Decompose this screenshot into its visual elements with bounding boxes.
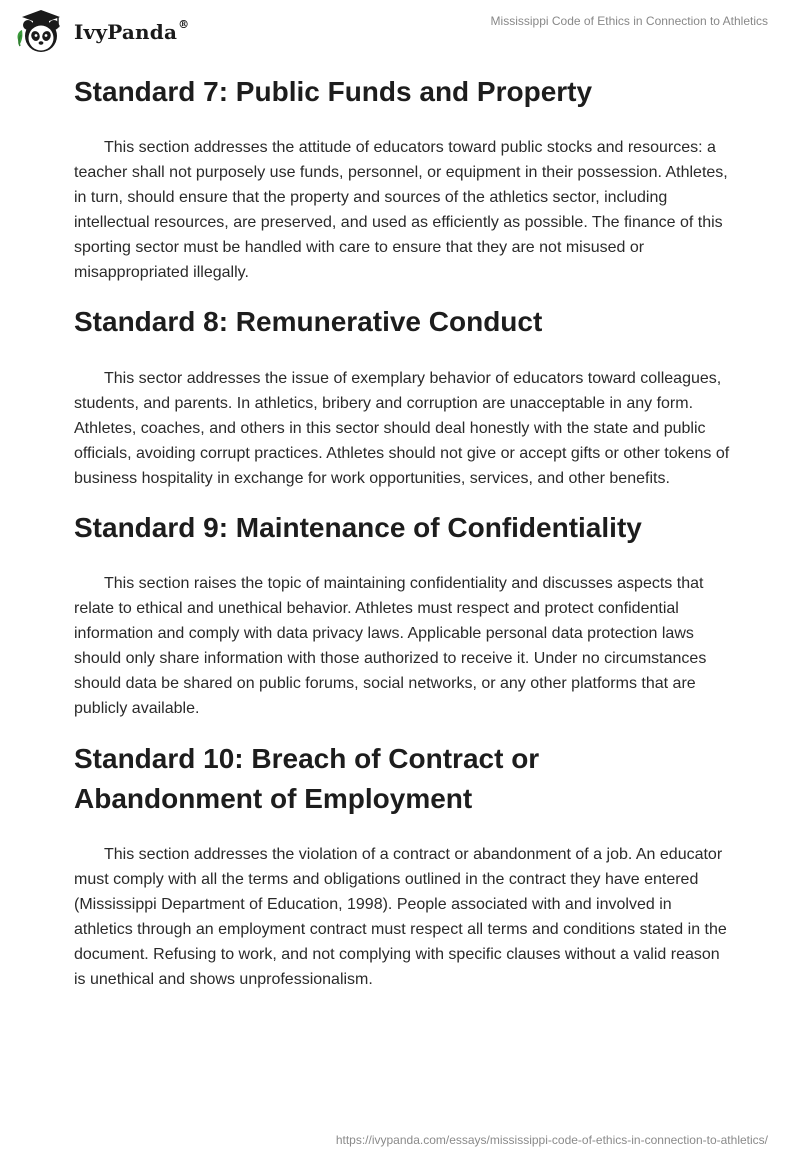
essay-content	[74, 68, 734, 992]
brand-name: IvyPanda®	[74, 18, 190, 44]
section-heading: Standard 9: Maintenance of Confidentiality	[74, 512, 642, 543]
section-paragraph: This section addresses the attitude of educators toward public stocks and resources: a teacher shall not purposely use funds, personnel, or equipment in their possession. Athletes, in turn, should ensure that the property and sources of the athletics sector, including intellectual resources, are preserved, and used as efficiently as possible. The finance of this sporting sector must be handled with care to ensure that they are not misused or misappropriated illegally.	[74, 139, 728, 281]
ivypanda-logo[interactable]	[14, 8, 189, 56]
section-heading: Standard 8: Remunerative Conduct	[74, 306, 543, 337]
section-paragraph: This section addresses the violation of a contract or abandonment of a job. An educator must comply with all the terms and obligations outlined in the contract they have entered (Mississippi Department of Education, 1998). People associated with and involved in athletics through an employment contract must respect all terms and conditions stated in the document. Refusing to work, and not complying with specific clauses without a valid reason is unethical and shows unprofessionalism.	[74, 846, 727, 988]
section-paragraph: This section raises the topic of maintaining confidentiality and discusses aspects that relate to ethical and unethical behavior. Athletes must respect and protect confidential information and comply with data privacy laws. Applicable personal data protection laws should only share information with those authorized to receive it. Under no circumstances should data be shared on public forums, social networks, or any other platforms that are publicly available.	[74, 575, 707, 717]
registered-mark: ®	[178, 18, 190, 31]
document-title: Mississippi Code of Ethics in Connection to Athletics	[490, 14, 768, 28]
panda-graduate-icon	[14, 8, 64, 56]
section-heading: Standard 7: Public Funds and Property	[74, 76, 593, 107]
source-url-link[interactable]: https://ivypanda.com/essays/mississippi-code-of-ethics-in-connection-to-athletics/	[335, 1133, 768, 1147]
section-heading: Standard 10: Breach of Contract or Abandonment of Employment	[74, 743, 540, 814]
section-paragraph: This sector addresses the issue of exemplary behavior of educators toward colleagues, students, and parents. In athletics, bribery and corruption are unacceptable in any form. Athletes, coaches, and others in this sector should deal honestly with the state and public officials, avoiding corrupt practices. Athletes should not give or accept gifts or other tokens of business hospitality in exchange for work opportunities, services, and other benefits.	[74, 370, 730, 487]
page-header	[0, 0, 800, 60]
